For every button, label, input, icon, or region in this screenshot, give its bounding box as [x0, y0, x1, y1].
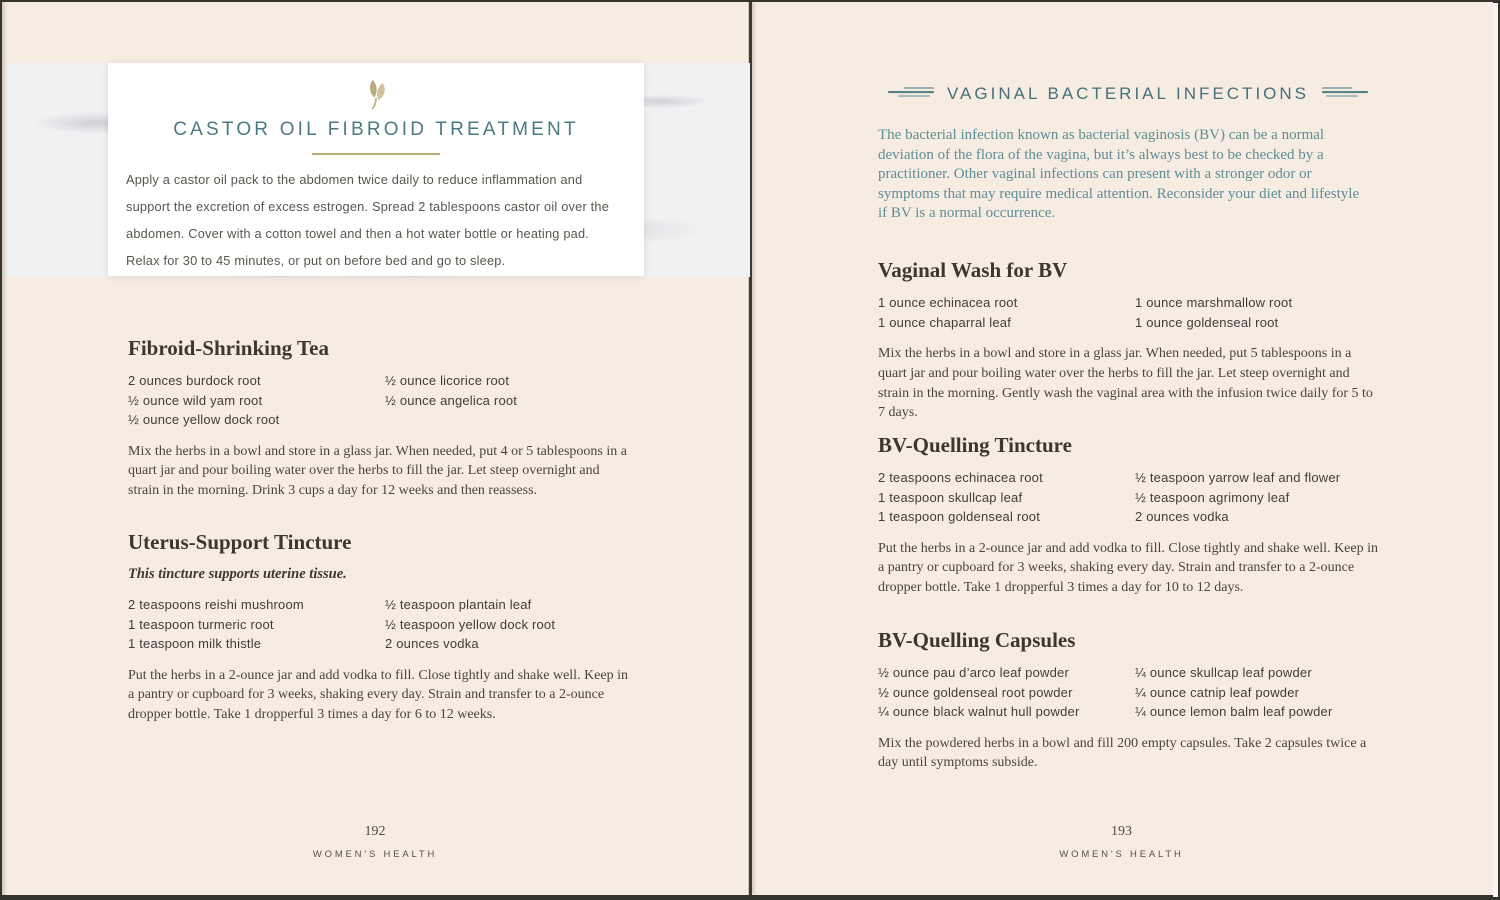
recipe-fibroid-shrinking-tea — [128, 336, 643, 501]
ingredient: 1 ounce goldenseal root — [1135, 314, 1279, 330]
ingredient-column-2 — [1135, 468, 1393, 527]
recipe-instructions: Put the herbs in a 2-ounce jar and add vodka to fill. Close tightly and shake well. Keep in a pantry or cupboard for 3 weeks, shaking every day. Strain and transfer to a 2-ounce dropper bottle. Take 1 dropperful 3 times a day for 6 to 12 weeks. — [128, 667, 628, 723]
section-title: VAGINAL BACTERIAL INFECTIONS — [946, 84, 1310, 103]
ingredient: ¼ ounce lemon balm leaf powder — [1135, 704, 1333, 719]
leaf-sprig-icon — [108, 79, 644, 111]
ingredient: 2 ounces vodka — [1135, 509, 1229, 524]
recipe-instructions: Put the herbs in a 2-ounce jar and add vodka to fill. Close tightly and shake well. Keep in a pantry or cupboard for 3 weeks, shaking every day. Strain and transfer to a 2-ounce dropper bottle. Take 1 dropperful 3 times a day for 10 to 12 days. — [878, 540, 1378, 596]
ingredient-column-2 — [385, 371, 643, 430]
book-spread — [2, 2, 1493, 895]
ingredient: ½ teaspoon yellow dock root — [385, 616, 556, 632]
recipe-uterus-support-tincture — [128, 530, 643, 725]
page-edge-right — [1493, 3, 1498, 897]
ingredient: 1 teaspoon skullcap leaf — [878, 489, 1023, 505]
ingredient: 1 ounce marshmallow root — [1135, 295, 1293, 310]
ingredient: 2 ounces vodka — [385, 636, 479, 651]
ingredient: 1 teaspoon turmeric root — [128, 616, 274, 632]
section-header — [878, 84, 1378, 104]
ingredient: ½ ounce yellow dock root — [128, 412, 280, 427]
ingredient: ½ teaspoon yarrow leaf and flower — [1135, 470, 1341, 485]
page-edge-left — [2, 2, 7, 895]
ingredient: ¼ ounce skullcap leaf powder — [1135, 665, 1312, 680]
ingredient-column-1 — [878, 468, 1135, 527]
page-number: 193 — [1111, 824, 1132, 839]
recipe-bv-quelling-capsules — [878, 628, 1393, 773]
ingredient-column-2 — [1135, 293, 1393, 332]
recipe-title: Fibroid-Shrinking Tea — [128, 336, 329, 360]
ingredient: ½ teaspoon agrimony leaf — [1135, 489, 1290, 505]
page-footer-right — [750, 824, 1493, 860]
recipe-instructions: Mix the herbs in a bowl and store in a glass jar. When needed, put 4 or 5 tablespoons in a quart jar and pour boiling water over the herbs to fill the jar. Let steep overnight and strain in the morning. Drink 3 cups a day for 12 weeks and then reassess. — [128, 443, 627, 499]
ingredient-list — [878, 293, 1393, 332]
recipe-title: BV-Quelling Tincture — [878, 433, 1072, 457]
feature-card-title: CASTOR OIL FIBROID TREATMENT — [173, 119, 579, 140]
ingredient-column-1 — [878, 663, 1135, 722]
ingredient: ½ teaspoon plantain leaf — [385, 597, 532, 612]
ingredient: ½ ounce pau d’arco leaf powder — [878, 665, 1070, 680]
ingredient: 1 ounce echinacea root — [878, 295, 1018, 310]
ingredient: ¼ ounce black walnut hull powder — [878, 704, 1080, 719]
recipe-instructions: Mix the herbs in a bowl and store in a glass jar. When needed, put 5 tablespoons in a quart jar and pour boiling water over the herbs to fill the jar. Let steep overnight and strain in the morning. Gently wash the vaginal area with the infusion twice daily for 5 to 7 days. — [878, 346, 1373, 421]
ingredient-column-1 — [128, 595, 385, 654]
recipe-note: This tincture supports uterine tissue. — [128, 566, 347, 582]
ingredient: 2 ounces burdock root — [128, 373, 261, 388]
ingredient: 1 teaspoon goldenseal root — [878, 509, 1041, 524]
ingredient-list — [128, 371, 643, 430]
speed-lines-icon — [1322, 85, 1368, 103]
ingredient: ½ ounce goldenseal root powder — [878, 684, 1073, 700]
page-footer-left — [2, 824, 748, 860]
running-footer: WOMEN'S HEALTH — [1059, 849, 1184, 860]
recipe-title: Uterus-Support Tincture — [128, 530, 352, 554]
section-intro: The bacterial infection known as bacterial vaginosis (BV) can be a normal deviation of the flora of the vagina, but it’s always best to be checked by a practitioner. Other vaginal infections can present with a stronger odor or symptoms that may require medical attention. Reconsider your diet and lifestyle if BV is a normal occurrence. — [878, 127, 1360, 222]
feature-card — [108, 63, 644, 276]
divider-rule — [312, 153, 440, 155]
speed-lines-icon — [888, 85, 934, 103]
page-number: 192 — [364, 824, 386, 839]
ingredient: 1 teaspoon milk thistle — [128, 636, 262, 651]
ingredient-column-1 — [128, 371, 385, 430]
ingredient: 2 teaspoons echinacea root — [878, 470, 1043, 485]
recipe-title: Vaginal Wash for BV — [878, 258, 1068, 282]
ingredient-list — [878, 663, 1393, 722]
feature-card-body: Apply a castor oil pack to the abdomen twice daily to reduce inflammation and support the excretion of excess estrogen. Spread 2 tablespoons castor oil over the abdomen. Cover with a cotton towel and then a hot water bottle or heating pad. Relax for 30 to 45 minutes, or put on before bed and go to sleep. — [126, 172, 610, 268]
ingredient-list — [878, 468, 1393, 527]
ingredient-column-2 — [385, 595, 643, 654]
ingredient: 1 ounce chaparral leaf — [878, 314, 1012, 330]
recipe-instructions: Mix the powdered herbs in a bowl and fill 200 empty capsules. Take 2 capsules twice a day until symptoms subside. — [878, 735, 1367, 771]
ingredient: ½ ounce licorice root — [385, 373, 510, 388]
ingredient-column-1 — [878, 293, 1135, 332]
ingredient: 2 teaspoons reishi mushroom — [128, 597, 304, 612]
running-footer: WOMEN'S HEALTH — [312, 849, 438, 860]
ingredient: ¼ ounce catnip leaf powder — [1135, 684, 1300, 700]
ingredient-column-2 — [1135, 663, 1393, 722]
ingredient: ½ ounce angelica root — [385, 392, 518, 408]
ingredient: ½ ounce wild yam root — [128, 392, 263, 408]
recipe-vaginal-wash-for-bv — [878, 258, 1393, 423]
recipe-bv-quelling-tincture — [878, 433, 1393, 598]
recipe-title: BV-Quelling Capsules — [878, 628, 1076, 652]
ingredient-list — [128, 595, 643, 654]
